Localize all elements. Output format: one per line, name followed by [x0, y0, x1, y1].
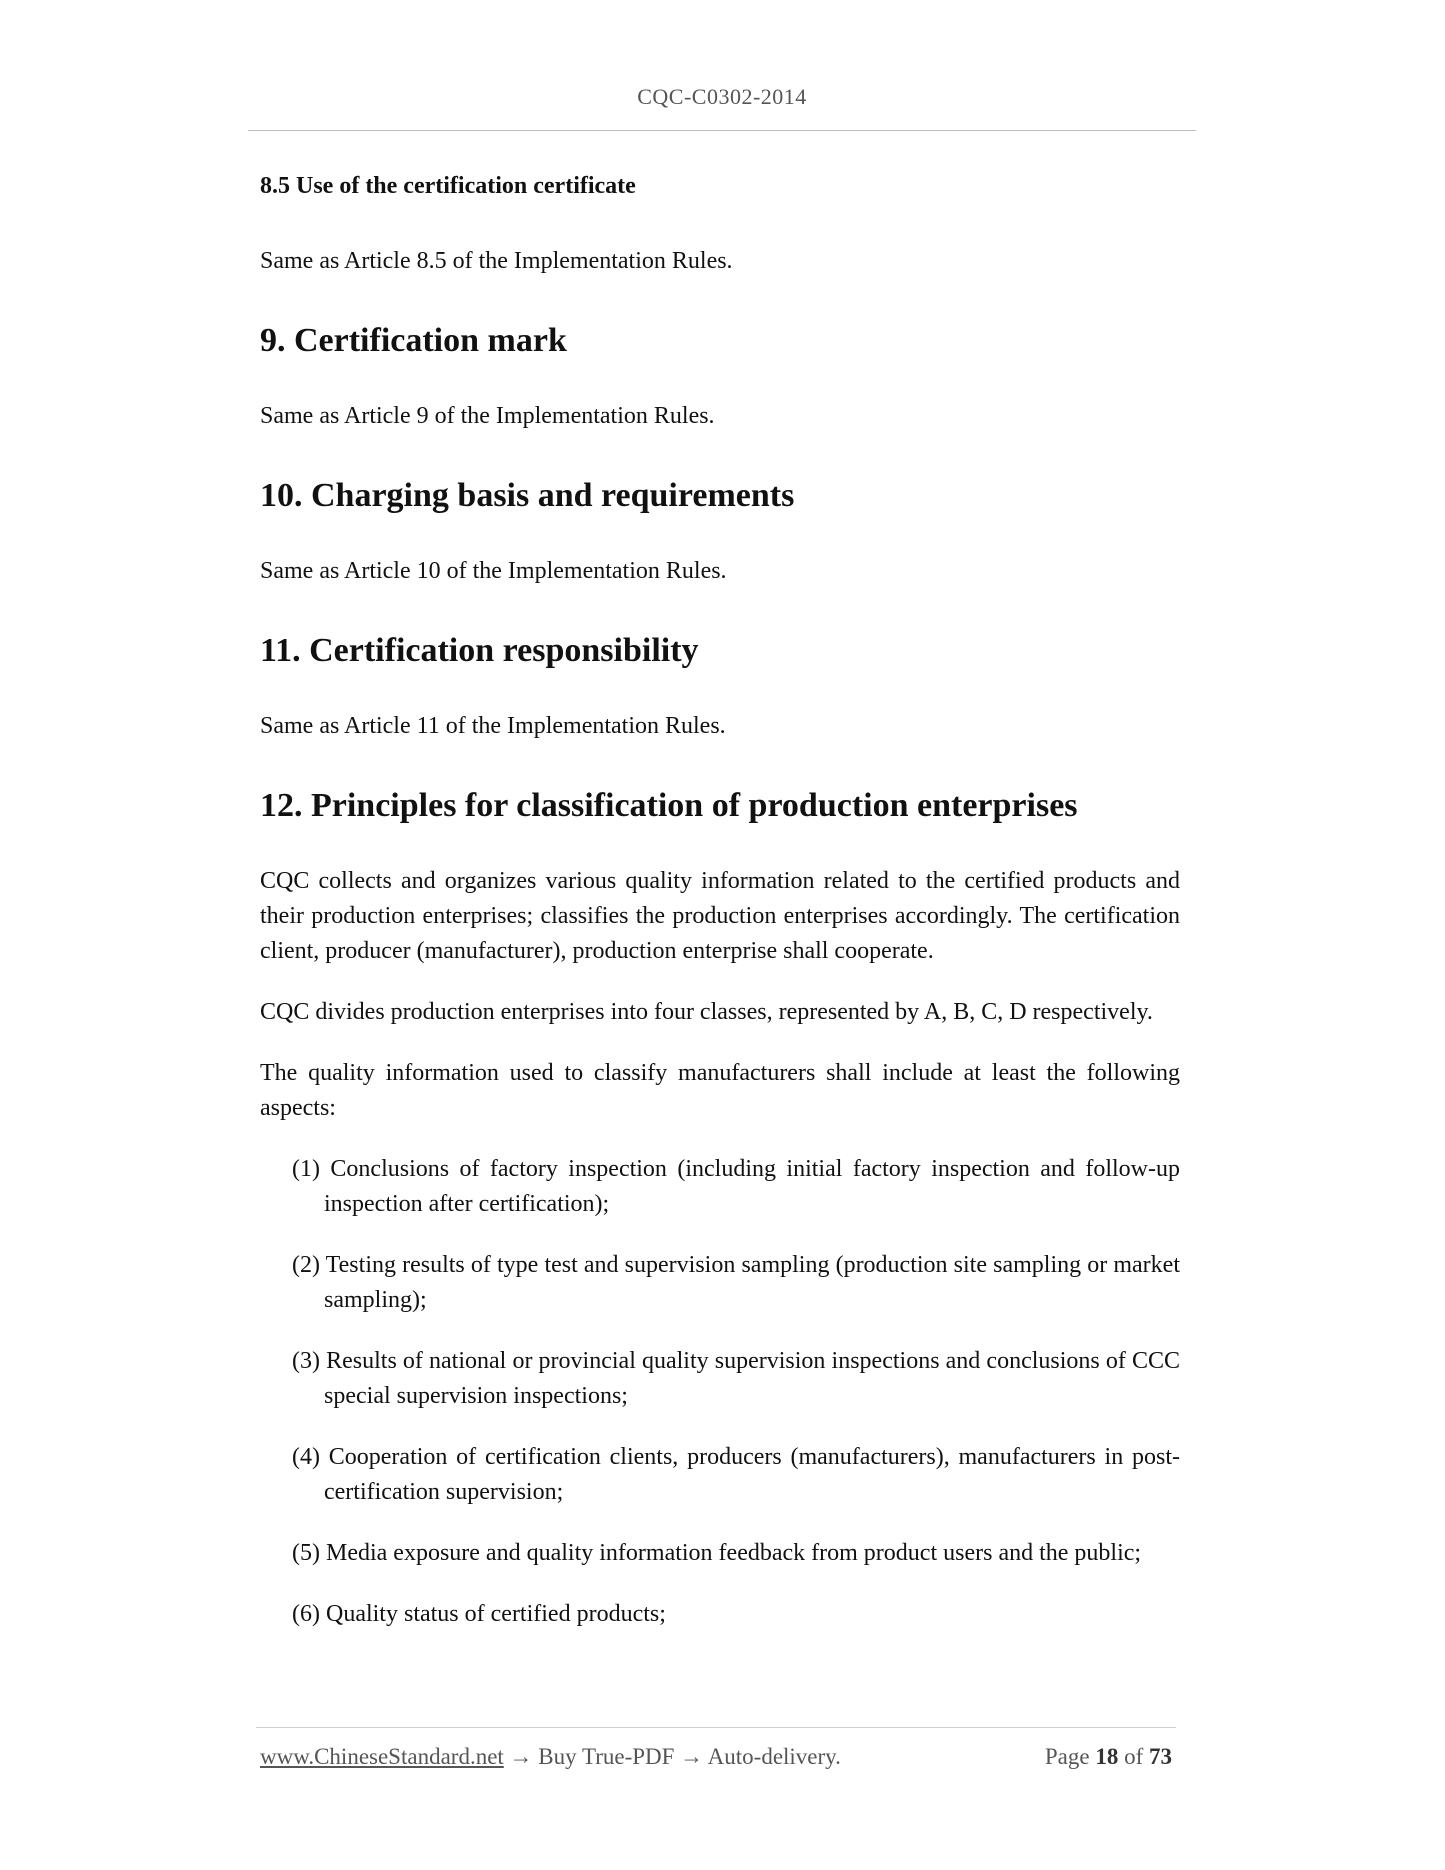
section-12-paragraph-1: CQC collects and organizes various quality information related to the certified products and their production enterprises; classifies the production enterprises accordingly. The certification client, producer (manufacturer), production enterprise shall cooperate.: [260, 868, 1180, 964]
footer-left: [260, 1744, 841, 1770]
list-item: (6) Quality status of certified products;: [292, 1601, 666, 1627]
list-item: (3) Results of national or provincial quality supervision inspections and conclusions of CCC special supervision inspections;: [292, 1348, 1180, 1409]
section-12-paragraph-2: CQC divides production enterprises into four classes, represented by A, B, C, D respectively.: [260, 999, 1153, 1025]
page-of: of: [1124, 1744, 1144, 1769]
page-content: [260, 170, 1180, 1658]
section-12-paragraph-3: The quality information used to classify manufacturers shall include at least the following aspects:: [260, 1060, 1180, 1121]
section-11-heading: 11. Certification responsibility: [260, 632, 699, 669]
site-link[interactable]: www.ChineseStandard.net: [260, 1744, 504, 1769]
header-divider: [248, 130, 1196, 131]
footer-divider: [256, 1727, 1176, 1728]
section-11-body: Same as Article 11 of the Implementation Rules.: [260, 713, 726, 739]
section-8-5-body: Same as Article 8.5 of the Implementation Rules.: [260, 248, 733, 274]
list-item: (5) Media exposure and quality information feedback from product users and the public;: [292, 1540, 1142, 1566]
list-item: (4) Cooperation of certification clients, producers (manufacturers), manufacturers in post-certification supervision;: [292, 1444, 1180, 1505]
page-label: Page: [1044, 1744, 1090, 1769]
section-10-heading: 10. Charging basis and requirements: [260, 477, 795, 514]
list-item: (1) Conclusions of factory inspection (including initial factory inspection and follow-up inspection after certification);: [292, 1156, 1180, 1217]
section-10-body: Same as Article 10 of the Implementation Rules.: [260, 558, 727, 584]
section-12-heading: 12. Principles for classification of production enterprises: [260, 787, 1078, 824]
list-item: (2) Testing results of type test and supervision sampling (production site sampling or market sampling);: [292, 1252, 1180, 1313]
page-number: [1045, 1744, 1172, 1770]
page-footer: [260, 1744, 1172, 1770]
page-total: 73: [1149, 1744, 1172, 1769]
document-code-header: CQC-C0302-2014: [637, 84, 807, 109]
section-8-5-heading: 8.5 Use of the certification certificate: [260, 173, 636, 199]
section-9-heading: 9. Certification mark: [260, 322, 567, 359]
section-9-body: Same as Article 9 of the Implementation Rules.: [260, 403, 715, 429]
promo-text: → Buy True-PDF → Auto-delivery.: [509, 1744, 841, 1769]
page-current: 18: [1095, 1744, 1119, 1769]
quality-information-list: [260, 1152, 1180, 1632]
